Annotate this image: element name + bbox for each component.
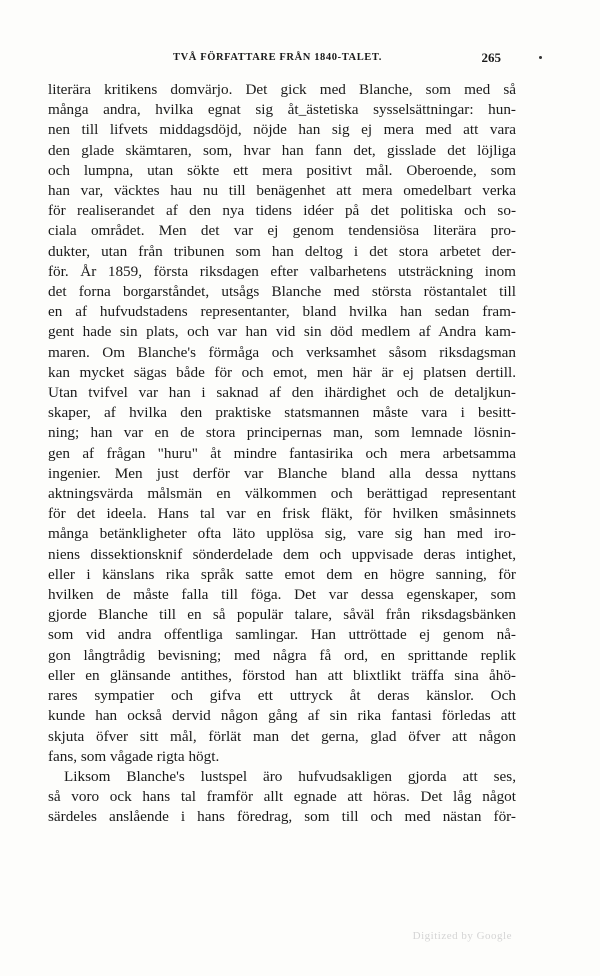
page-number: 265	[481, 50, 501, 65]
text-line: många betänkligheter ofta läto upplösa sig, vare sig han med iro-	[48, 525, 516, 543]
paragraph-end-line: fans, som vågade rigta högt.	[48, 747, 220, 765]
text-line: han var, väcktes hau nu till benägenhet att mera omedelbart verka	[48, 182, 516, 200]
page-header	[45, 50, 505, 70]
text-line: skaper, af hvilka den praktiske statsmannen måste vara i besitt-	[48, 404, 516, 422]
paragraph-start-line: Liksom Blanche's lustspel äro hufvudsakligen gjorda att ses,	[64, 767, 516, 785]
text-line: gent hade sin plats, och var han vid sin död medlem af Andra kam-	[48, 323, 516, 341]
text-line: särdeles anslående i hans föredrag, som till och med nästan för-	[48, 808, 516, 826]
text-line: för. År 1859, första riksdagen efter valbarhetens utsträckning inom	[48, 262, 516, 280]
text-line: kunde han också dervid någon gång af sin rika fantasi förledas att	[48, 707, 516, 725]
text-line: ciala området. Men det var ej genom tendensiösa literära pro-	[48, 222, 516, 240]
body-text	[48, 80, 516, 828]
text-line: kan mycket sägas både för och emot, men här är ej platsen dertill.	[48, 363, 516, 381]
text-line: eller i känslans rika språk satte emot dem en högre sanning, för	[48, 565, 516, 583]
text-line: många andra, hvilka egnat sig åt_ästetiska sysselsättningar: hun-	[48, 101, 516, 119]
digitization-watermark: Digitized by Google	[412, 930, 512, 942]
text-line: literära kritikens domvärjo. Det gick med Blanche, som med så	[48, 81, 516, 98]
text-line: niens dissektionsknif sönderdelade dem och uppvisade deras intighet,	[48, 545, 516, 563]
text-line: hvilken de måste falla till föga. Det var dessa egenskaper, som	[48, 586, 516, 604]
text-line: och lumpna, utan sökte ett mera positivt mål. Oberoende, som	[48, 161, 516, 179]
text-line: en af hufvudstadens representanter, bland hvilka han sedan fram-	[48, 303, 516, 321]
margin-dot	[539, 56, 542, 59]
text-line: maren. Om Blanche's förmåga och verksamhet såsom riksdagsman	[48, 343, 516, 361]
text-line: för det ideela. Hans tal var en frisk fläkt, för hvilken småsinnets	[48, 505, 516, 523]
text-line: det forna borgarståndet, utsågs Blanche med största röstantalet till	[48, 283, 516, 301]
text-line: eller en glänsande antithes, förstod han att blixtlikt träffa sina åhö-	[48, 666, 516, 684]
text-line: Utan tvifvel var han i saknad af den ihärdighet och de detaljkun-	[48, 384, 516, 402]
text-line: den glade skämtaren, som, hvar han fann det, gisslade det löjliga	[48, 141, 516, 159]
text-line: gon långtrådig bevisning; med några få ord, en sprittande replik	[48, 646, 516, 664]
text-line: som vid andra offentliga samlingar. Han uttröttade ej genom nå-	[48, 626, 516, 644]
text-line: dukter, utan från tribunen som han deltog i det stora arbetet der-	[48, 242, 516, 260]
text-line: ingenier. Men just derför var Blanche bland alla dessa nyttans	[48, 464, 516, 482]
text-line: aktningsvärda målsmän en välkommen och berättigad representant	[48, 485, 516, 503]
text-line: gen af frågan "huru" åt mindre fantasirika och mera arbetsamma	[48, 444, 516, 462]
text-line: så voro ock hans tal framför allt egnade att höras. Det låg något	[48, 788, 516, 806]
text-line: nen till lifvets middagsdöjd, nöjde han sig ej mera med att vara	[48, 121, 516, 139]
running-title: TVÅ FÖRFATTARE FRÅN 1840-TALET.	[173, 52, 382, 63]
text-line: ning; han var en de stora principernas man, som lemnade lösnin-	[48, 424, 516, 442]
text-line: gjorde Blanche till en så populär talare, såväl från riksdagsbänken	[48, 606, 516, 624]
text-line: rares sympatier och gifva ett uttryck åt deras känslor. Och	[48, 687, 516, 705]
text-line: för realiserandet af den nya tidens idéer på det politiska och so-	[48, 202, 516, 220]
text-line: skjuta öfver sitt mål, förlät man det gerna, glad öfver att någon	[48, 727, 516, 745]
